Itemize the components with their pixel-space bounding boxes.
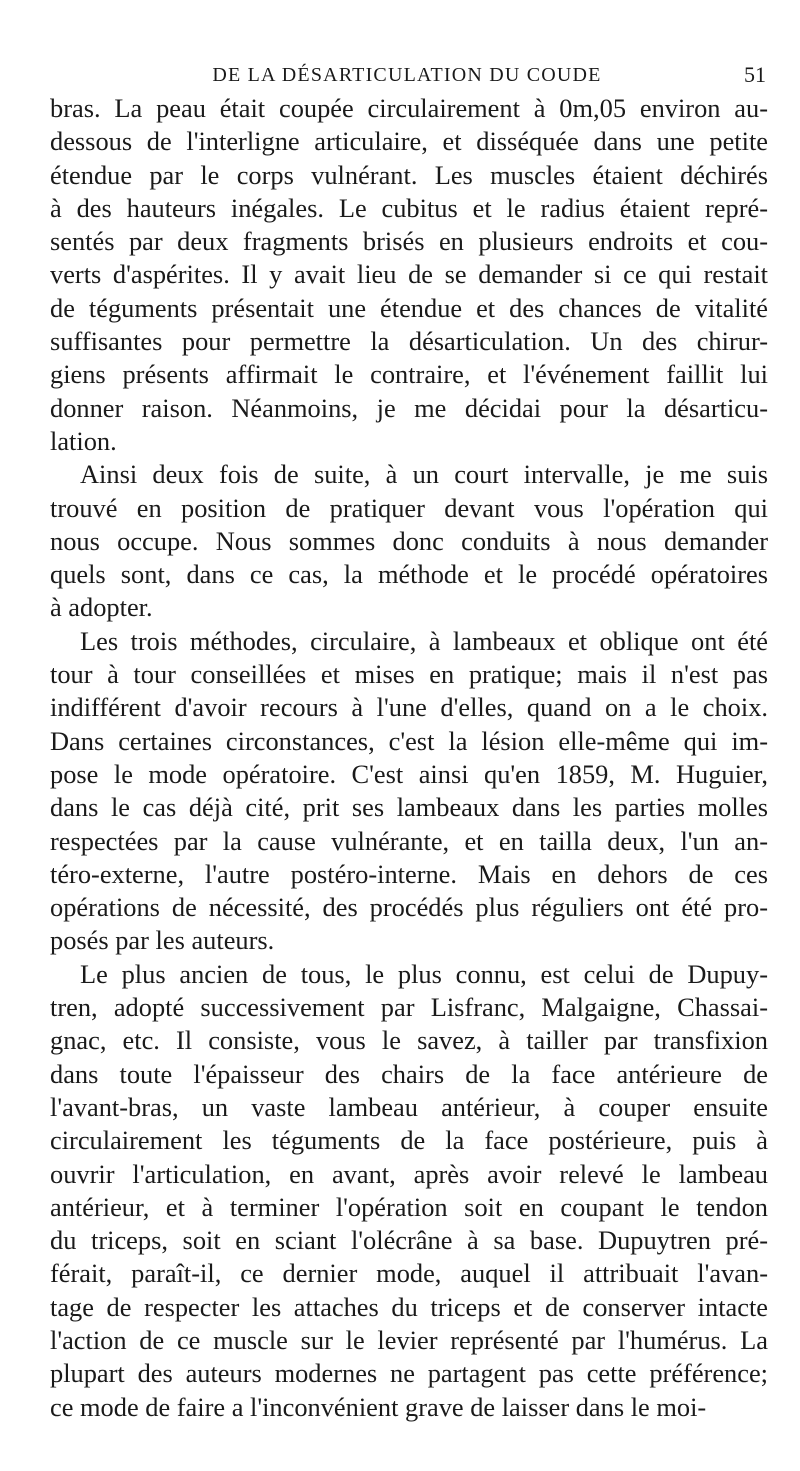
text-line: pose le mode opératoire. C'est ainsi qu'en 1859, M. Huguier,: [50, 758, 768, 789]
text-line: lation.: [50, 425, 117, 456]
text-line: donner raison. Néanmoins, je me décidai pour la désarticu-: [50, 392, 768, 423]
paragraph: [50, 92, 768, 458]
text-line: antérieur, et à terminer l'opération soit en coupant le tendon: [50, 1191, 768, 1222]
text-line: sentés par deux fragments brisés en plusieurs endroits et cou-: [50, 226, 768, 257]
paragraph: [50, 958, 768, 1424]
text-line: tren, adopté successivement par Lisfranc, Malgaigne, Chassai-: [50, 992, 768, 1023]
text-line: nous occupe. Nous sommes donc conduits à nous demander: [50, 525, 768, 556]
text-line: dans toute l'épaisseur des chairs de la face antérieure de: [50, 1058, 768, 1089]
page-header: [48, 58, 766, 92]
text-line: Dans certaines circonstances, c'est la lésion elle-même qui im-: [50, 725, 768, 756]
running-head: DE LA DÉSARTICULATION DU COUDE: [212, 64, 602, 86]
text-line: quels sont, dans ce cas, la méthode et le procédé opératoires: [50, 559, 768, 590]
text-line: opérations de nécessité, des procédés plus réguliers ont été pro-: [50, 892, 768, 923]
text-line: dans le cas déjà cité, prit ses lambeaux dans les parties molles: [50, 792, 768, 823]
text-line: Les trois méthodes, circulaire, à lambeaux et oblique ont été: [80, 625, 768, 656]
text-line: Ainsi deux fois de suite, à un court intervalle, je me suis: [80, 459, 768, 490]
text-line: respectées par la cause vulnérante, et en tailla deux, l'un an-: [50, 825, 768, 856]
text-line: giens présents affirmait le contraire, et l'événement faillit lui: [50, 359, 768, 390]
text-line: suffisantes pour permettre la désarticulation. Un des chirur-: [50, 326, 768, 357]
text-line: indifférent d'avoir recours à l'une d'elles, quand on a le choix.: [50, 692, 768, 723]
text-line: étendue par le corps vulnérant. Les muscles étaient déchirés: [50, 159, 768, 190]
text-line: l'avant-bras, un vaste lambeau antérieur, à couper ensuite: [50, 1091, 768, 1122]
text-line: l'action de ce muscle sur le levier représenté par l'humérus. La: [50, 1324, 768, 1355]
text-line: Le plus ancien de tous, le plus connu, est celui de Dupuy-: [80, 958, 768, 989]
body-text: [50, 92, 768, 1424]
text-line: ouvrir l'articulation, en avant, après avoir relevé le lambeau: [50, 1158, 768, 1189]
text-line: téro-externe, l'autre postéro-interne. Mais en dehors de ces: [50, 858, 768, 889]
text-line: plupart des auteurs modernes ne partagent pas cette préférence;: [50, 1358, 768, 1389]
text-line: férait, paraît-il, ce dernier mode, auquel il attribuait l'avan-: [50, 1258, 768, 1289]
text-line: gnac, etc. Il consiste, vous le savez, à tailler par transfixion: [50, 1025, 768, 1056]
text-line: à des hauteurs inégales. Le cubitus et le radius étaient repré-: [50, 192, 768, 223]
text-line: posés par les auteurs.: [50, 925, 275, 956]
text-line: ce mode de faire a l'inconvénient grave de laisser dans le moi-: [50, 1391, 707, 1422]
paragraph: [50, 625, 768, 958]
text-line: de téguments présentait une étendue et des chances de vitalité: [50, 292, 768, 323]
page-number: 51: [744, 62, 766, 87]
text-line: circulairement les téguments de la face postérieure, puis à: [50, 1125, 768, 1156]
text-line: tour à tour conseillées et mises en pratique; mais il n'est pas: [50, 659, 768, 690]
paragraph: [50, 458, 768, 624]
text-line: du triceps, soit en sciant l'olécrâne à sa base. Dupuytren pré-: [50, 1225, 768, 1256]
text-line: verts d'aspérites. Il y avait lieu de se demander si ce qui restait: [50, 259, 768, 290]
text-line: dessous de l'interligne articulaire, et disséquée dans une petite: [50, 126, 768, 157]
text-line: bras. La peau était coupée circulairement à 0m,05 environ au-: [50, 93, 768, 123]
text-line: à adopter.: [50, 592, 153, 623]
text-line: trouvé en position de pratiquer devant vous l'opération qui: [50, 492, 768, 523]
text-line: tage de respecter les attaches du triceps et de conserver intacte: [50, 1291, 768, 1322]
